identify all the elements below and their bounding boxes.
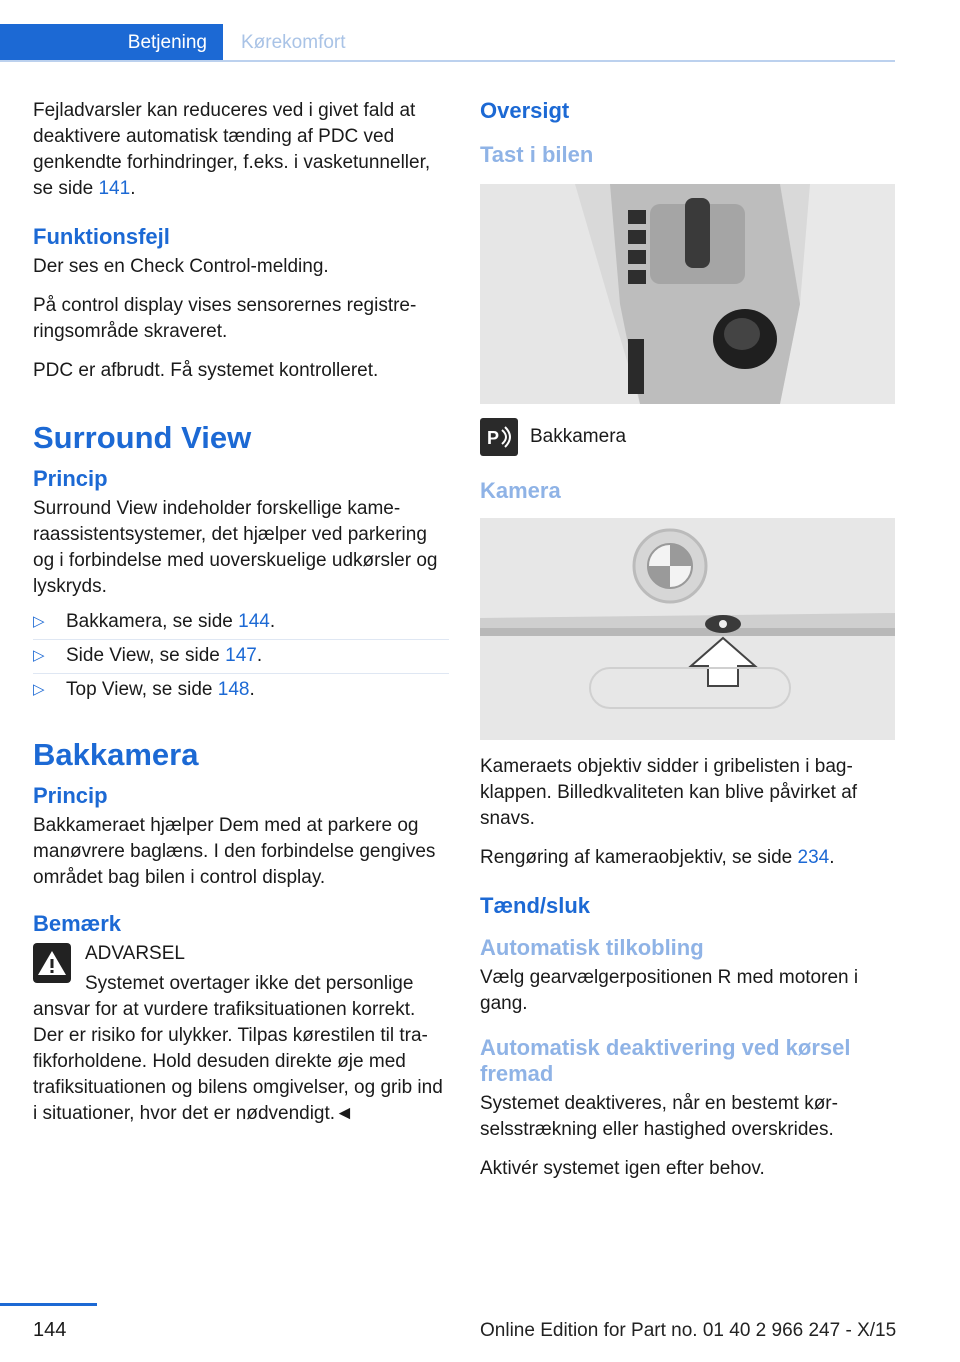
bakkamera-text: Bakkameraet hjælper Dem med at parkere og manøvrere baglæns. I den forbindelse gengives området bag bilen i control display. [33, 815, 436, 888]
intro-paragraph [33, 98, 449, 202]
intro-text: Fejladvarsler kan reduceres ved i givet fald at deaktivere automatisk tænding af PDC ved genkendte forhindringer, f.eks. i vasketunneller, se side [33, 100, 431, 199]
surround-text: Surround View indeholder forskellige kameraassistentsystemer, det hjælper ved parkering og i forbindelse med uoverskuelige udkørsler og lyskryds. [33, 498, 438, 597]
page-number: 144 [33, 1319, 67, 1341]
edition-text: Online Edition for Part no. 01 40 2 966 247 - X/15 [480, 1320, 897, 1341]
page-link-141[interactable]: 141 [98, 178, 131, 199]
tab-koerekomfort[interactable]: Kørekomfort [241, 31, 346, 53]
funktionsfejl-heading: Funktionsfejl [33, 224, 170, 249]
list-item-label: Side View, se side [66, 645, 226, 666]
right-column [480, 98, 896, 1195]
list-item [33, 640, 449, 674]
funktionsfejl-p3: PDC er afbrudt. Få systemet kontrolleret. [33, 360, 379, 381]
tab-betjening[interactable]: Betjening [0, 24, 223, 61]
page-link-148[interactable]: 148 [217, 679, 250, 700]
auto-on-heading: Automatisk tilkobling [480, 935, 704, 960]
cleaning-paragraph [480, 845, 896, 871]
camera-button-icon [480, 418, 518, 456]
list-item-end: . [249, 679, 255, 700]
warning-triangle-icon [33, 943, 71, 983]
button-label: Bakkamera [530, 426, 627, 447]
page-link-234[interactable]: 234 [797, 847, 830, 868]
triangle-bullet-icon: ▷ [33, 681, 45, 698]
surround-list [33, 606, 449, 707]
taend-sluk-heading: Tænd/sluk [480, 893, 591, 918]
tailgate-photo [480, 518, 895, 740]
auto-off-text: Systemet deaktiveres, når en bestemt kørselsstrækning eller hastighed overskrides. [480, 1093, 838, 1140]
tast-heading: Tast i bilen [480, 142, 594, 167]
page-link-144[interactable]: 144 [238, 611, 270, 632]
kamera-heading: Kamera [480, 478, 561, 503]
list-item [33, 606, 449, 640]
console-photo [480, 184, 895, 404]
list-item-label: Top View, se side [66, 679, 218, 700]
warning-label: ADVARSEL [85, 943, 185, 964]
triangle-bullet-icon: ▷ [33, 613, 45, 630]
warning-text: Systemet overtager ikke det personlige ansvar for at vurdere trafiksituationen korrekt. Der er risiko for ulykker. Tilpas kørestilen til trafikforholdene. Hold desuden direkte øje med trafiksituationen og bilens omgivelser, og grib ind i situationer, hvor det er nødvendigt.◄ [33, 973, 443, 1124]
reactivate-text: Aktivér systemet igen efter behov. [480, 1158, 765, 1179]
cleaning-end: . [829, 847, 835, 868]
kamera-text: Kameraets objektiv sidder i gribelisten i bagklappen. Billedkvaliteten kan blive påvirket af snavs. [480, 756, 858, 829]
left-column [33, 98, 449, 1140]
surround-view-heading: Surround View [33, 420, 252, 455]
bemaerk-heading: Bemærk [33, 911, 122, 936]
funktionsfejl-p2: På control display vises sensorernes registreringsområde skraveret. [33, 295, 417, 342]
auto-off-heading: Automatisk deaktivering ved kørsel fremad [480, 1035, 851, 1086]
bakkamera-princip-heading: Princip [33, 783, 108, 808]
cleaning-text: Rengøring af kameraobjektiv, se side [480, 847, 798, 868]
button-row [480, 418, 896, 456]
funktionsfejl-p1: Der ses en Check Control-melding. [33, 256, 329, 277]
header-tabs [0, 0, 895, 62]
tab-divider [0, 60, 895, 62]
auto-on-text: Vælg gearvælgerpositionen R med motoren i gang. [480, 967, 859, 1014]
list-item [33, 674, 449, 707]
bakkamera-heading: Bakkamera [33, 737, 199, 772]
oversigt-heading: Oversigt [480, 98, 570, 123]
list-item-end: . [269, 611, 276, 632]
warning-block [33, 941, 449, 967]
triangle-bullet-icon: ▷ [33, 647, 45, 664]
svg-text:P: P [487, 428, 500, 448]
list-item-end: . [256, 645, 263, 666]
footer-rule [0, 1303, 97, 1306]
page-link-147[interactable]: 147 [225, 645, 257, 666]
intro-end: . [130, 178, 136, 199]
surround-princip-heading: Princip [33, 466, 108, 491]
list-item-label: Bakkamera, se side [66, 611, 239, 632]
